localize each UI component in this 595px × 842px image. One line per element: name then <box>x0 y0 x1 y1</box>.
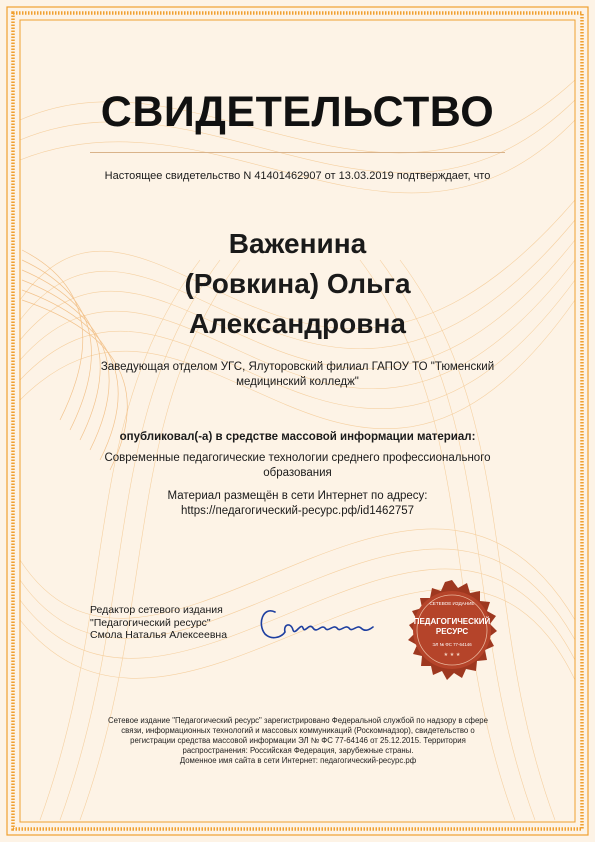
registration-footer <box>88 716 508 766</box>
footer-line: связи, информационных технологий и массовых коммуникаций (Роскомнадзор), свидетельство о <box>121 726 475 735</box>
material-title-line: Современные педагогические технологии среднего профессионального <box>104 452 491 464</box>
url-label: Материал размещён в сети Интернет по адресу: <box>167 490 428 502</box>
material-url[interactable]: https://педагогический-ресурс.рф/id1462757 <box>180 505 415 517</box>
material-title <box>90 451 505 481</box>
recipient-name <box>100 224 495 344</box>
footer-line: Сетевое издание "Педагогический ресурс" зарегистрировано Федеральной службой по надзору в сфере <box>108 716 488 725</box>
footer-line: распространения: Российская Федерация, зарубежные страны. <box>182 746 414 755</box>
recipient-name-line: Важенина <box>228 228 367 259</box>
seal-main-text: ПЕДАГОГИЧЕСКИЙ <box>413 617 491 626</box>
position-line: медицинский колледж" <box>236 376 359 388</box>
material-url-block <box>90 489 505 519</box>
editor-line: "Педагогический ресурс" <box>90 616 211 629</box>
recipient-name-line: (Ровкина) Ольга <box>184 268 411 299</box>
editor-line: Смола Наталья Алексеевна <box>90 629 228 641</box>
footer-line: Доменное имя сайта в сети Интернет: педагогический-ресурс.рф <box>179 756 417 765</box>
recipient-name-line: Александровна <box>189 308 406 339</box>
editor-info <box>90 604 227 642</box>
seal-top-text: СЕТЕВОЕ ИЗДАНИЕ <box>429 601 475 606</box>
material-title-line: образования <box>263 467 332 479</box>
title-divider <box>90 152 505 153</box>
editor-line: Редактор сетевого издания <box>90 604 223 616</box>
published-label: опубликовал(-а) в средстве массовой информации материал: <box>119 431 476 443</box>
seal-stars: ★ ★ ★ <box>443 652 461 658</box>
editor-signature <box>255 600 375 645</box>
publication-seal <box>392 580 512 692</box>
guilloche-pattern <box>20 80 575 820</box>
certificate-intro: Настоящее свидетельство N 41401462907 от 13.03.2019 подтверждает, что <box>104 170 491 182</box>
recipient-position <box>90 360 505 390</box>
certificate-title: СВИДЕТЕЛЬСТВО <box>100 88 495 136</box>
position-line: Заведующая отделом УГС, Ялуторовский филиал ГАПОУ ТО "Тюменский <box>100 361 495 373</box>
footer-line: регистрации средства массовой информации ЭЛ № ФС 77-64146 от 25.12.2015. Территория <box>130 736 466 745</box>
seal-registration: ЭЛ № ФС 77-64146 <box>432 642 472 647</box>
seal-main-text: РЕСУРС <box>435 627 469 636</box>
